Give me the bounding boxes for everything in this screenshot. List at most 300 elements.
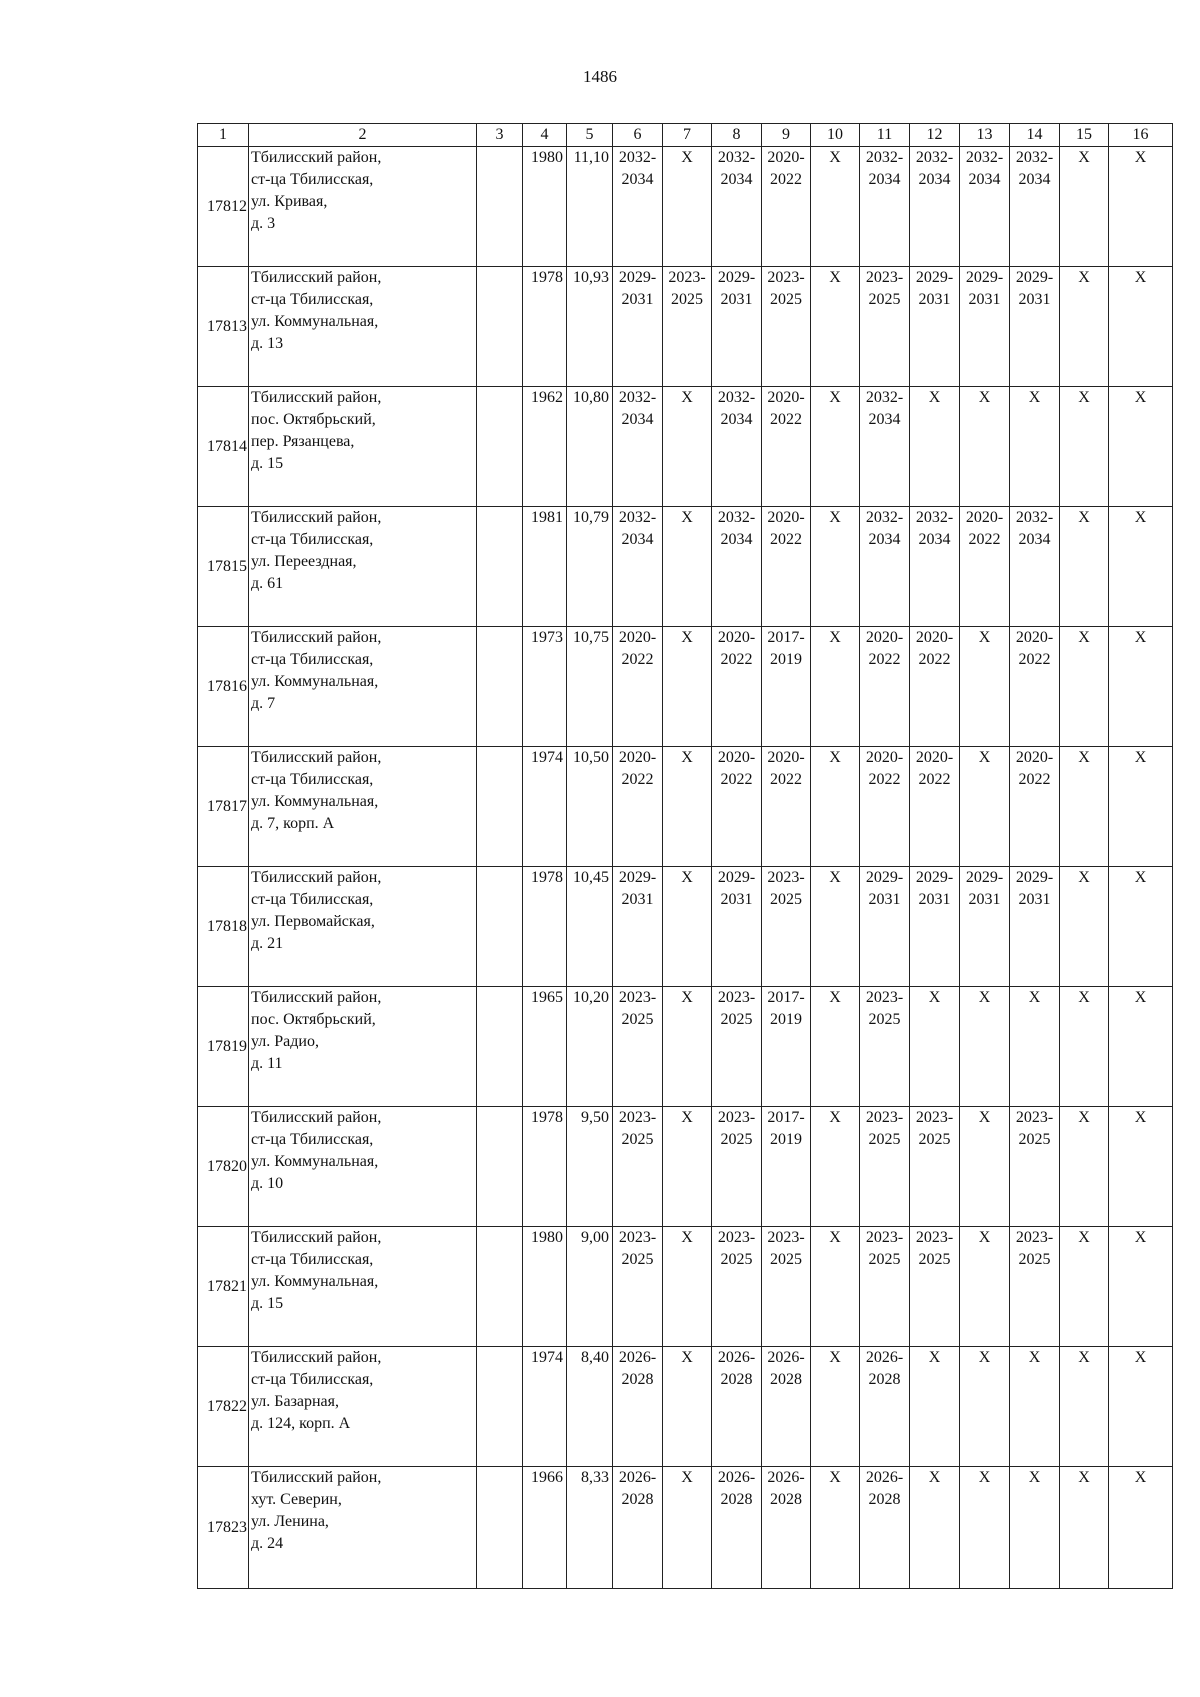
cell-c15: X [1060,147,1109,267]
address-line: д. 24 [251,1535,284,1552]
period-start: 2032- [618,389,657,406]
cell-c9 [762,747,811,867]
cell-c7: X [663,987,712,1107]
cell-c13: X [960,1347,1010,1467]
cell-c15: X [1060,387,1109,507]
cell-c6 [613,867,663,987]
cell-c11 [860,987,910,1107]
period-end: 2022 [770,411,802,428]
period-end: 2019 [770,1011,802,1028]
cell-c5: 8,40 [567,1347,613,1467]
period-start: 2020- [767,149,805,166]
period-start: 2020- [1015,749,1054,766]
address-line: д. 15 [251,1295,284,1312]
cell-c7: X [663,747,712,867]
cell-c4: 1981 [523,507,567,627]
period-start: 2032- [1015,149,1054,166]
period-end: 2034 [918,171,951,188]
period-end: 2028 [770,1491,802,1508]
period-end: 2022 [1018,651,1051,668]
address-line: пос. Октябрьский, [251,1011,376,1028]
period-start: 2026- [865,1349,904,1366]
period-start: 2026- [717,1349,756,1366]
cell-c11 [860,1107,910,1227]
cell-c12 [910,1227,960,1347]
cell-c16: X [1109,387,1173,507]
period-start: 2020- [767,509,805,526]
table-row [198,1227,1173,1347]
row-id-cell: 17818 [198,867,249,987]
address-line: ул. Первомайская, [251,913,375,930]
cell-c9 [762,1107,811,1227]
cell-c5: 9,50 [567,1107,613,1227]
cell-c13: X [960,1227,1010,1347]
cell-c10: X [811,1227,860,1347]
cell-c6 [613,387,663,507]
cell-c5: 10,75 [567,627,613,747]
column-header-9: 9 [762,124,811,147]
period-end: 2028 [770,1371,802,1388]
period-start: 2029- [965,269,1004,286]
cell-c5: 10,93 [567,267,613,387]
cell-c10: X [811,627,860,747]
cell-c12: X [910,987,960,1107]
period-start: 2032- [618,509,657,526]
period-start: 2032- [865,509,904,526]
column-header-14: 14 [1010,124,1060,147]
cell-c8 [712,387,762,507]
period-end: 2031 [868,891,901,908]
cell-c7: X [663,1227,712,1347]
cell-c10: X [811,147,860,267]
column-header-10: 10 [811,124,860,147]
cell-c13: X [960,987,1010,1107]
period-start: 2029- [618,869,657,886]
cell-c16: X [1109,627,1173,747]
cell-c10: X [811,1107,860,1227]
period-start: 2023- [915,1229,954,1246]
period-end: 2022 [770,171,802,188]
cell-c3 [477,1107,523,1227]
period-start: 2020- [717,629,756,646]
cell-c12: X [910,387,960,507]
address-line: д. 61 [251,575,284,592]
period-start: 2023- [865,989,904,1006]
cell-c12 [910,867,960,987]
address-line: Тбилисский район, [251,1469,382,1486]
address-line: ст-ца Тбилисская, [251,531,374,548]
period-start: 2023- [915,1109,954,1126]
period-end: 2034 [968,171,1001,188]
period-start: 2023- [717,1109,756,1126]
period-start: 2026- [618,1469,657,1486]
cell-c16: X [1109,1467,1173,1589]
period-end: 2025 [671,291,703,308]
period-end: 2025 [720,1131,753,1148]
cell-c12 [910,627,960,747]
table-row [198,627,1173,747]
address-line: д. 11 [251,1055,283,1072]
period-start: 2026- [767,1349,805,1366]
address-cell [249,747,477,867]
cell-c4: 1980 [523,1227,567,1347]
cell-c10: X [811,267,860,387]
cell-c9 [762,1467,811,1589]
cell-c11 [860,267,910,387]
cell-c16: X [1109,1107,1173,1227]
cell-c14: X [1010,387,1060,507]
row-id-cell: 17816 [198,627,249,747]
period-start: 2020- [1015,629,1054,646]
cell-c8 [712,1467,762,1589]
period-start: 2023- [618,989,657,1006]
page-number: 1486 [583,67,617,86]
cell-c13 [960,867,1010,987]
period-end: 2031 [968,891,1001,908]
period-end: 2025 [720,1011,753,1028]
address-line: ул. Радио, [251,1033,319,1050]
cell-c14 [1010,507,1060,627]
period-end: 2025 [770,891,802,908]
cell-c15: X [1060,267,1109,387]
period-end: 2028 [621,1491,654,1508]
period-start: 2032- [965,149,1004,166]
period-end: 2025 [918,1251,951,1268]
address-cell [249,1347,477,1467]
cell-c14: X [1010,1467,1060,1589]
period-end: 2031 [720,891,753,908]
address-cell [249,1227,477,1347]
period-end: 2025 [868,1251,901,1268]
address-line: д. 21 [251,935,284,952]
period-end: 2022 [868,651,901,668]
period-end: 2025 [770,291,802,308]
period-start: 2029- [717,269,756,286]
period-end: 2025 [621,1011,654,1028]
cell-c16: X [1109,1347,1173,1467]
table-row [198,387,1173,507]
period-end: 2022 [868,771,901,788]
period-start: 2020- [865,629,904,646]
address-line: ул. Коммунальная, [251,793,379,810]
period-end: 2022 [720,651,753,668]
table-body [198,147,1173,1589]
row-id-cell: 17821 [198,1227,249,1347]
cell-c8 [712,627,762,747]
period-start: 2020- [717,749,756,766]
address-line: Тбилисский район, [251,1349,382,1366]
period-end: 2022 [918,771,951,788]
address-line: Тбилисский район, [251,749,382,766]
address-line: Тбилисский район, [251,269,382,286]
cell-c3 [477,867,523,987]
period-end: 2025 [770,1251,802,1268]
period-start: 2020- [965,509,1004,526]
cell-c5: 11,10 [567,147,613,267]
address-line: д. 3 [251,215,276,232]
cell-c9 [762,507,811,627]
period-end: 2034 [720,411,753,428]
address-line: ст-ца Тбилисская, [251,651,374,668]
address-line: д. 124, корп. А [251,1415,351,1432]
row-id-cell: 17812 [198,147,249,267]
address-line: д. 13 [251,335,284,352]
period-start: 2017- [767,989,805,1006]
cell-c14 [1010,147,1060,267]
cell-c8 [712,1347,762,1467]
cell-c11 [860,1227,910,1347]
row-id-cell: 17823 [198,1467,249,1589]
cell-c13 [960,507,1010,627]
cell-c5: 10,80 [567,387,613,507]
address-line: Тбилисский район, [251,389,382,406]
cell-c5: 10,79 [567,507,613,627]
period-start: 2023- [767,1229,805,1246]
cell-c6 [613,627,663,747]
cell-c3 [477,507,523,627]
cell-c9 [762,867,811,987]
address-line: ст-ца Тбилисская, [251,1371,374,1388]
cell-c13 [960,147,1010,267]
address-line: Тбилисский район, [251,1109,382,1126]
period-end: 2019 [770,651,802,668]
cell-c3 [477,1347,523,1467]
housing-register-table [197,123,1173,1589]
column-header-13: 13 [960,124,1010,147]
cell-c16: X [1109,147,1173,267]
period-end: 2034 [621,531,654,548]
period-start: 2023- [767,869,805,886]
period-start: 2023- [668,269,706,286]
cell-c6 [613,1347,663,1467]
period-end: 2034 [868,411,901,428]
cell-c16: X [1109,747,1173,867]
period-start: 2032- [717,149,756,166]
cell-c7: X [663,1347,712,1467]
cell-c8 [712,267,762,387]
address-line: ст-ца Тбилисская, [251,771,374,788]
period-start: 2029- [915,269,954,286]
address-line: ст-ца Тбилисская, [251,171,374,188]
period-start: 2029- [865,869,904,886]
period-end: 2022 [968,531,1001,548]
period-start: 2017- [767,629,805,646]
address-line: ул. Коммунальная, [251,1273,379,1290]
cell-c7: X [663,387,712,507]
cell-c3 [477,627,523,747]
cell-c6 [613,987,663,1107]
cell-c3 [477,267,523,387]
cell-c4: 1980 [523,147,567,267]
cell-c13: X [960,387,1010,507]
column-header-11: 11 [860,124,910,147]
row-id-cell: 17815 [198,507,249,627]
period-end: 2031 [621,891,654,908]
row-id-cell: 17813 [198,267,249,387]
cell-c15: X [1060,867,1109,987]
table-row [198,507,1173,627]
row-id-cell: 17814 [198,387,249,507]
address-line: Тбилисский район, [251,509,382,526]
period-start: 2023- [717,989,756,1006]
cell-c5: 10,20 [567,987,613,1107]
period-end: 2031 [968,291,1001,308]
period-end: 2034 [621,411,654,428]
cell-c8 [712,1107,762,1227]
cell-c16: X [1109,987,1173,1107]
period-end: 2022 [621,651,654,668]
period-end: 2022 [770,771,802,788]
cell-c12 [910,147,960,267]
cell-c15: X [1060,627,1109,747]
cell-c11 [860,747,910,867]
period-start: 2032- [717,509,756,526]
cell-c9 [762,267,811,387]
cell-c4: 1962 [523,387,567,507]
table-row [198,1347,1173,1467]
cell-c10: X [811,747,860,867]
cell-c3 [477,387,523,507]
cell-c4: 1965 [523,987,567,1107]
period-end: 2025 [868,291,901,308]
period-start: 2032- [865,149,904,166]
cell-c11 [860,147,910,267]
address-line: ст-ца Тбилисская, [251,1251,374,1268]
period-end: 2028 [868,1491,901,1508]
address-line: Тбилисский район, [251,869,382,886]
address-line: ул. Коммунальная, [251,1153,379,1170]
period-start: 2032- [915,509,954,526]
cell-c4: 1974 [523,1347,567,1467]
period-end: 2022 [720,771,753,788]
address-line: ст-ца Тбилисская, [251,291,374,308]
row-id-cell: 17819 [198,987,249,1107]
period-start: 2023- [865,269,904,286]
cell-c9 [762,387,811,507]
cell-c10: X [811,867,860,987]
period-end: 2034 [1018,171,1051,188]
cell-c10: X [811,1467,860,1589]
cell-c11 [860,387,910,507]
cell-c14: X [1010,1347,1060,1467]
cell-c14 [1010,867,1060,987]
cell-c6 [613,747,663,867]
cell-c4: 1974 [523,747,567,867]
period-start: 2020- [915,749,954,766]
cell-c13: X [960,627,1010,747]
cell-c5: 10,45 [567,867,613,987]
cell-c14 [1010,627,1060,747]
table-row [198,1467,1173,1589]
address-line: пос. Октябрьский, [251,411,376,428]
cell-c6 [613,147,663,267]
period-end: 2034 [868,171,901,188]
cell-c14 [1010,267,1060,387]
cell-c15: X [1060,1107,1109,1227]
cell-c7: X [663,147,712,267]
period-start: 2023- [865,1229,904,1246]
column-header-16: 16 [1109,124,1173,147]
period-end: 2025 [868,1131,901,1148]
table-row [198,867,1173,987]
address-line: д. 15 [251,455,284,472]
cell-c6 [613,507,663,627]
address-line: Тбилисский район, [251,149,382,166]
cell-c10: X [811,507,860,627]
cell-c6 [613,267,663,387]
address-line: Тбилисский район, [251,989,382,1006]
cell-c14 [1010,1107,1060,1227]
address-cell [249,507,477,627]
address-line: ст-ца Тбилисская, [251,891,374,908]
column-header-12: 12 [910,124,960,147]
column-header-7: 7 [663,124,712,147]
period-start: 2032- [717,389,756,406]
cell-c16: X [1109,867,1173,987]
period-start: 2026- [767,1469,805,1486]
cell-c4: 1973 [523,627,567,747]
cell-c12 [910,747,960,867]
column-header-15: 15 [1060,124,1109,147]
cell-c6 [613,1107,663,1227]
cell-c4: 1966 [523,1467,567,1589]
period-start: 2020- [865,749,904,766]
period-start: 2020- [767,749,805,766]
cell-c16: X [1109,267,1173,387]
cell-c9 [762,1347,811,1467]
period-start: 2020- [618,629,657,646]
cell-c7: X [663,627,712,747]
period-end: 2025 [621,1251,654,1268]
cell-c3 [477,747,523,867]
cell-c13: X [960,747,1010,867]
period-start: 2023- [717,1229,756,1246]
cell-c11 [860,867,910,987]
cell-c14 [1010,1227,1060,1347]
address-cell [249,387,477,507]
period-start: 2017- [767,1109,805,1126]
period-end: 2028 [720,1371,753,1388]
cell-c11 [860,1347,910,1467]
period-end: 2034 [868,531,901,548]
period-end: 2022 [1018,771,1051,788]
column-header-5: 5 [567,124,613,147]
period-start: 2023- [618,1229,657,1246]
column-header-1: 1 [198,124,249,147]
cell-c6 [613,1227,663,1347]
period-end: 2031 [918,891,951,908]
cell-c8 [712,867,762,987]
period-start: 2029- [1015,269,1054,286]
period-end: 2031 [1018,291,1051,308]
cell-c3 [477,1467,523,1589]
cell-c4: 1978 [523,1107,567,1227]
period-start: 2029- [1015,869,1054,886]
period-end: 2025 [1018,1251,1051,1268]
address-line: ул. Кривая, [251,193,328,210]
row-id-cell: 17817 [198,747,249,867]
cell-c12: X [910,1347,960,1467]
period-start: 2020- [915,629,954,646]
address-line: ул. Переездная, [251,553,357,570]
address-line: ст-ца Тбилисская, [251,1131,374,1148]
address-cell [249,267,477,387]
period-end: 2031 [720,291,753,308]
cell-c12 [910,1107,960,1227]
period-end: 2019 [770,1131,802,1148]
cell-c4: 1978 [523,267,567,387]
address-cell [249,867,477,987]
